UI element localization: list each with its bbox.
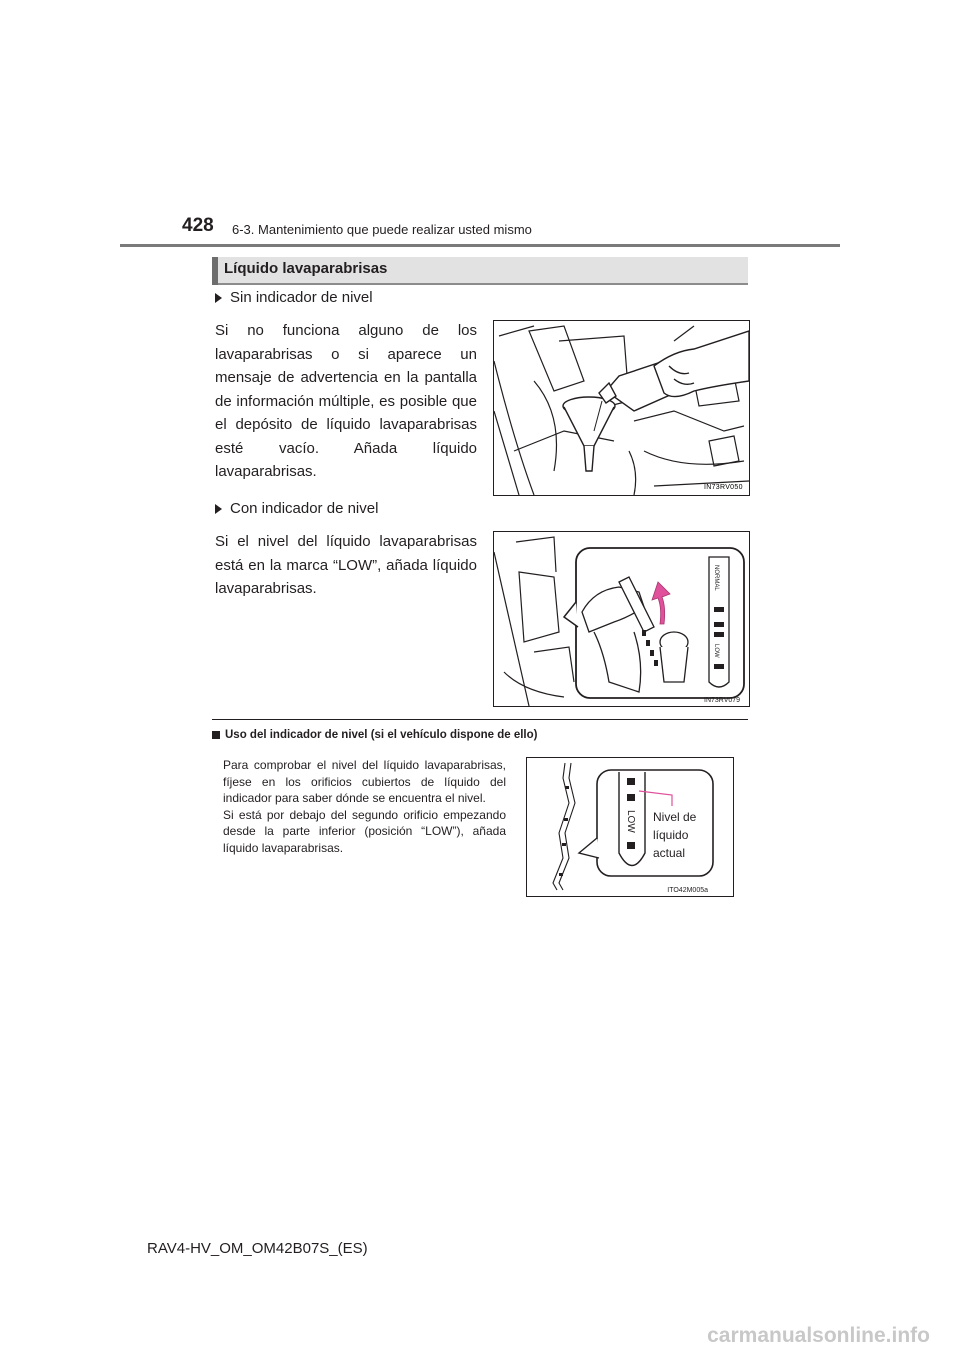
watermark: carmanualsonline.info xyxy=(707,1324,930,1347)
section-bar xyxy=(212,257,218,285)
gauge-check-illustration xyxy=(494,532,749,706)
header-rule xyxy=(120,244,840,247)
footer-doc-id: RAV4-HV_OM_OM42B07S_(ES) xyxy=(147,1240,368,1257)
refill-funnel-illustration xyxy=(494,321,749,495)
gauge-text: Si el nivel del líquido lavaparabrisas está en la marca “LOW”, añada líquido lavaparabrisas. xyxy=(215,533,477,597)
figure-code-1: IN73RV050 xyxy=(704,484,743,491)
note-rule xyxy=(212,719,748,720)
triangle-bullet-icon xyxy=(215,504,222,514)
subhead-no-gauge-label: Sin indicador de nivel xyxy=(230,289,373,306)
level-gauge-low-label: LOW xyxy=(625,810,636,833)
figure-code-2: IN73RV079 xyxy=(704,697,741,704)
callout-line-3: actual xyxy=(653,846,686,860)
figure-gauge-check xyxy=(493,531,750,707)
section-title: Líquido lavaparabrisas xyxy=(224,260,388,277)
figure-level-gauge xyxy=(526,757,734,897)
note-heading xyxy=(212,729,537,741)
triangle-bullet-icon xyxy=(215,293,222,303)
note-paragraph-1: Para comprobar el nivel del líquido lavaparabrisas, fíjese en los orificios cubiertos de líquido del indicador para saber dónde se encuentra el nivel. xyxy=(223,758,506,805)
note-heading-label: Uso del indicador de nivel (si el vehículo dispone de ello) xyxy=(225,729,538,741)
page-number: 428 xyxy=(182,215,214,236)
callout-line-2: líquido xyxy=(653,828,689,842)
section-title-band xyxy=(212,257,748,285)
note-paragraph-2: Si está por debajo del segundo orificio empezando desde la parte inferior (posición “LOW”), añada líquido lavaparabrisas. xyxy=(223,807,506,855)
gauge-low-label: LOW xyxy=(713,644,719,658)
callout-label xyxy=(653,808,696,862)
figure-refill-funnel xyxy=(493,320,750,496)
subhead-gauge xyxy=(215,500,378,517)
square-bullet-icon xyxy=(212,731,220,739)
level-gauge-illustration xyxy=(527,758,733,896)
chapter-title: 6-3. Mantenimiento que puede realizar usted mismo xyxy=(232,222,532,237)
subhead-gauge-label: Con indicador de nivel xyxy=(230,500,379,517)
callout-line-1: Nivel de xyxy=(653,810,697,824)
gauge-normal-label: NORMAL xyxy=(713,565,719,591)
figure-code-3: ITO42M005a xyxy=(667,887,708,894)
subhead-no-gauge xyxy=(215,289,373,306)
note-text xyxy=(223,757,506,856)
no-gauge-text: Si no funciona alguno de los lavaparabrisas o si aparece un mensaje de advertencia en la pantalla de información múltiple, es posible que el depósito de líquido lavaparabrisas esté vacío. Añada líquido lavaparabrisas. xyxy=(215,322,477,480)
